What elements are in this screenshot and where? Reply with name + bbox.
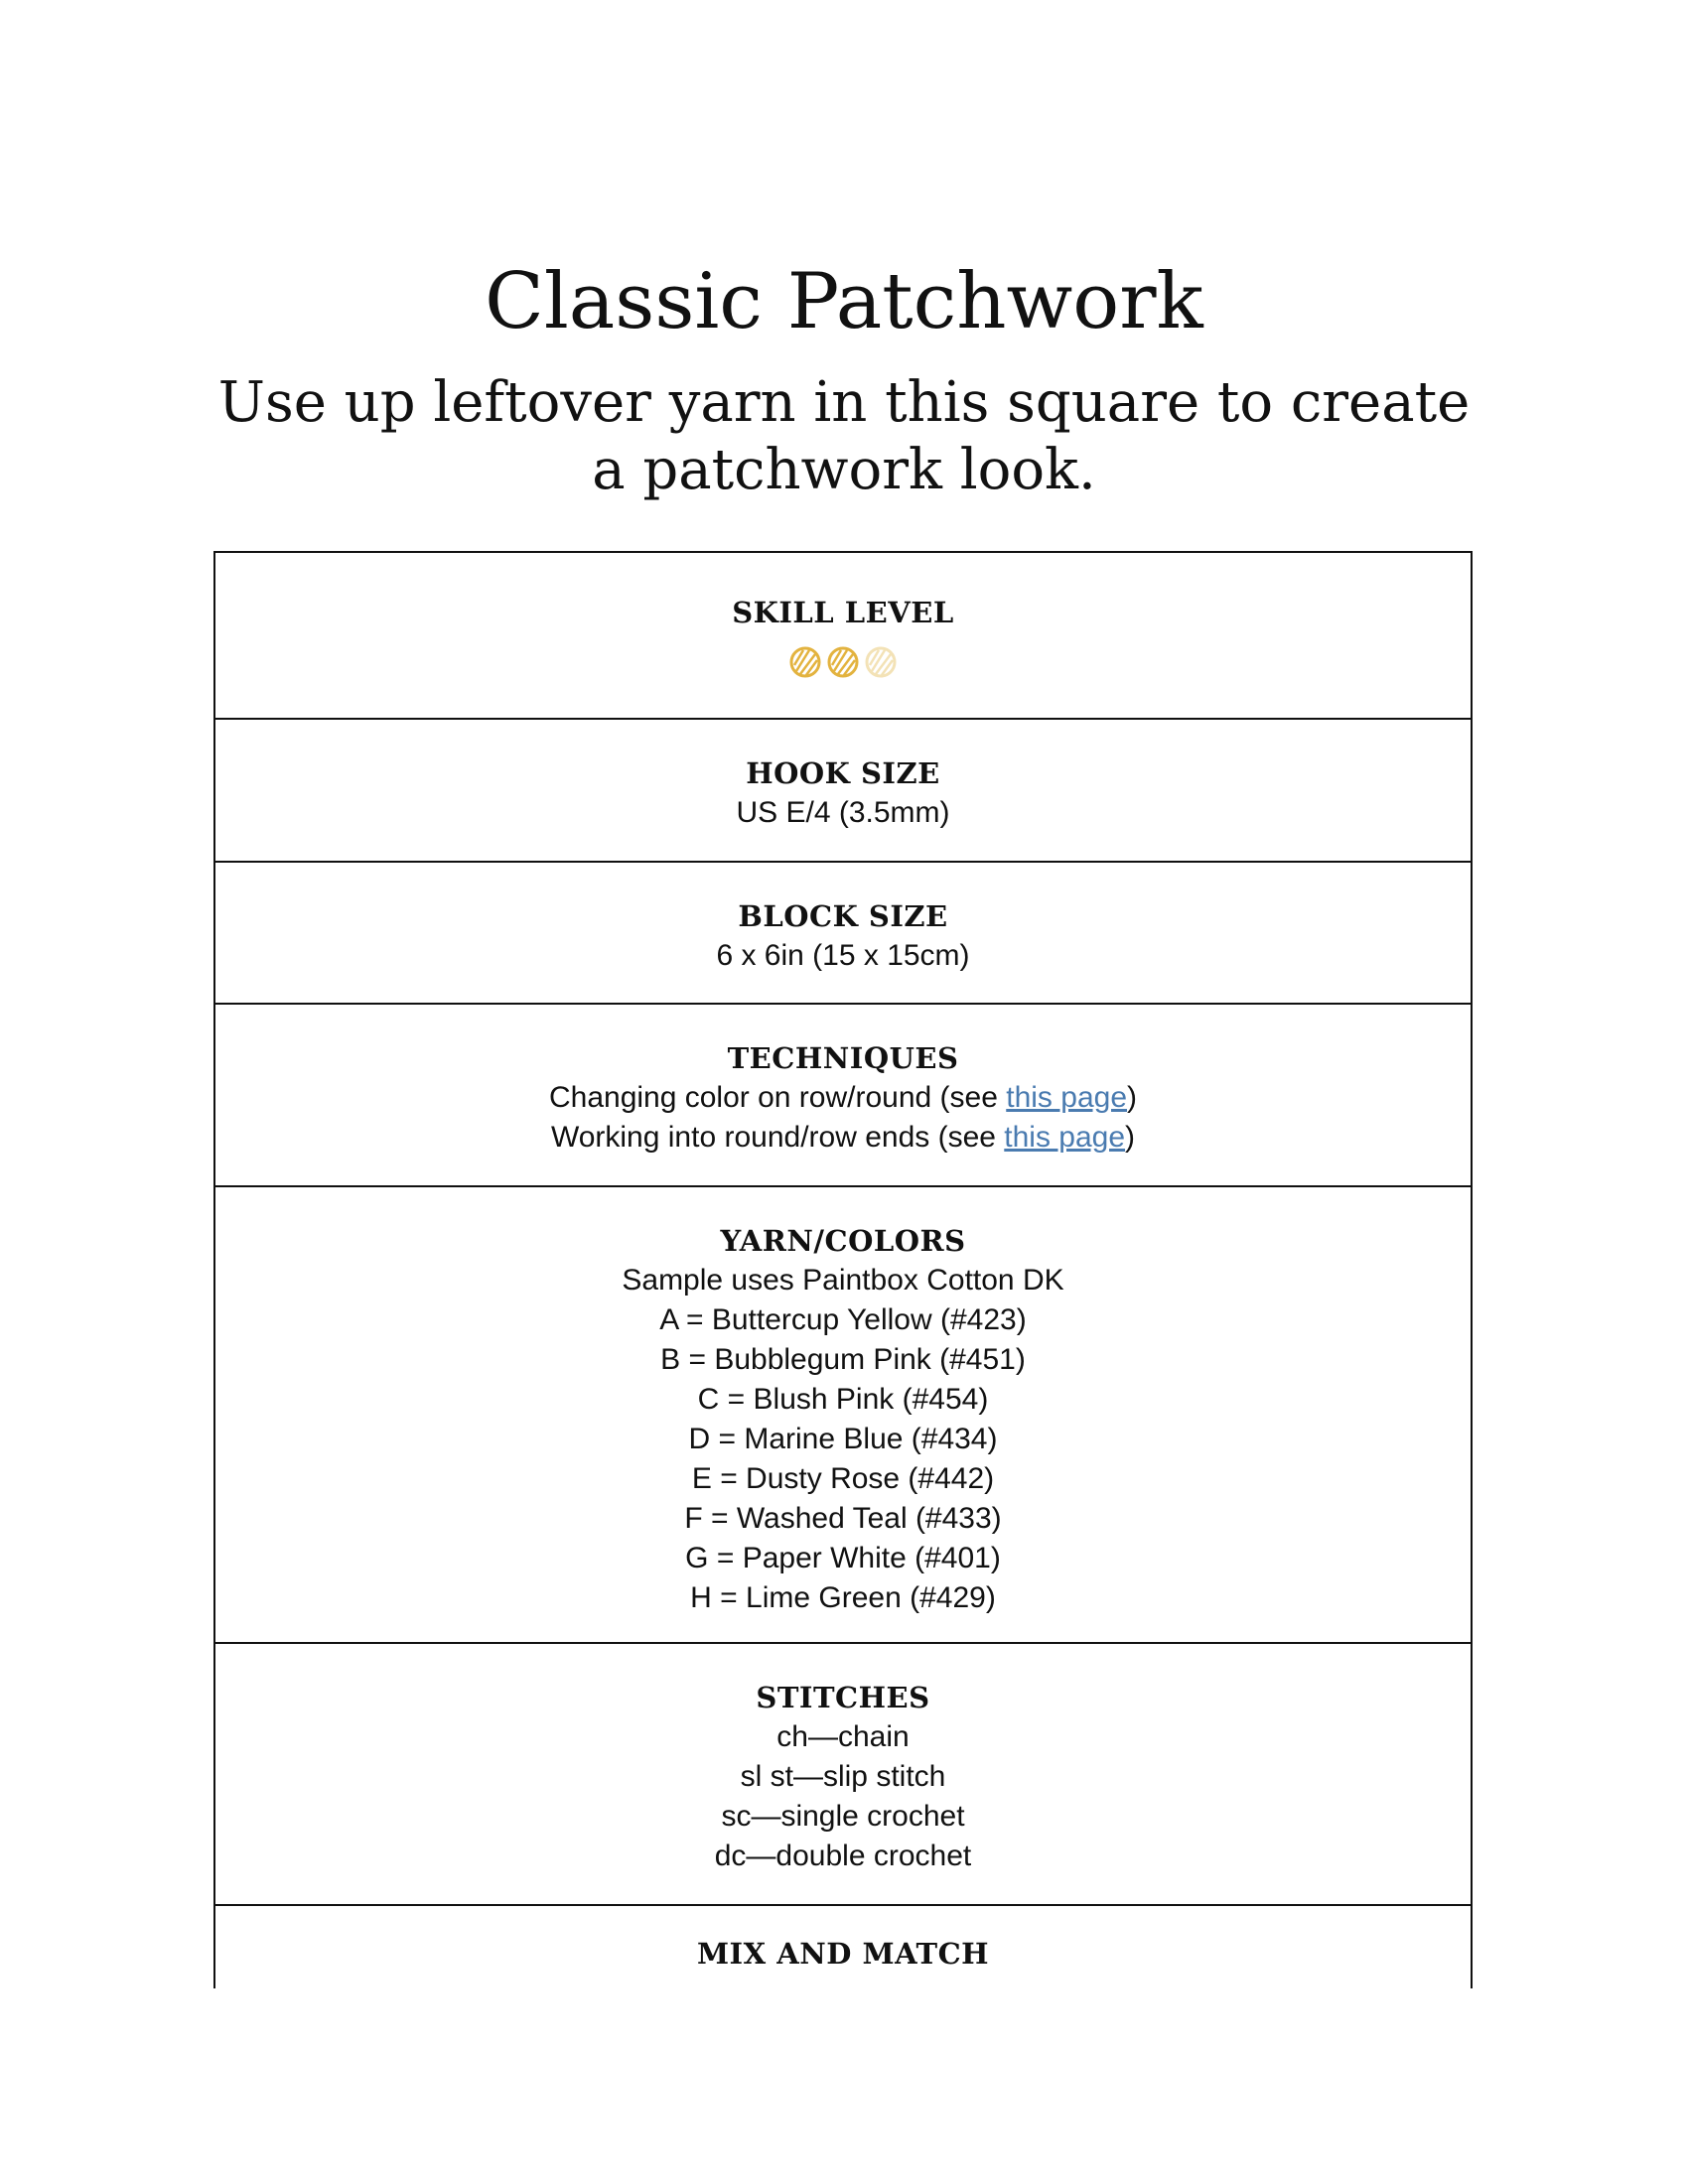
yarn-line: H = Lime Green (#429) [690,1581,996,1614]
techniques-section [215,1005,1471,1187]
skill-level-heading: SKILL LEVEL [732,596,954,629]
page-subtitle: Use up leftover yarn in this square to create a patchwork look. [217,370,1471,502]
yarn-line: D = Marine Blue (#434) [688,1423,998,1455]
technique-text: Working into round/row ends (see [550,1121,1005,1154]
yarn-ball-icon [827,646,859,678]
technique-item [215,1078,1471,1118]
stitch-line: sl st—slip stitch [740,1760,946,1793]
stitch-line: sc—single crochet [721,1800,965,1833]
techniques-heading: TECHNIQUES [727,1041,959,1075]
yarn-line: G = Paper White (#401) [685,1542,1001,1574]
stitches-section [215,1644,1471,1906]
yarn-line: B = Bubblegum Pink (#451) [660,1343,1026,1376]
hook-size-section [215,720,1471,863]
skill-level-section [215,553,1471,720]
yarn-line: A = Buttercup Yellow (#423) [659,1303,1027,1336]
page-title: Classic Patchwork [485,257,1203,346]
yarn-line: Sample uses Paintbox Cotton DK [622,1264,1064,1297]
technique-page-link[interactable]: this page [1004,1121,1126,1154]
yarn-colors-heading: YARN/COLORS [720,1224,966,1258]
yarn-line: E = Dusty Rose (#442) [691,1462,995,1495]
yarn-colors-section [215,1187,1471,1644]
stitch-line: dc—double crochet [714,1840,972,1872]
hook-size-value: US E/4 (3.5mm) [736,796,950,829]
block-size-heading: BLOCK SIZE [738,899,948,933]
mix-and-match-section [215,1906,1471,1988]
stitch-line: ch—chain [776,1720,910,1753]
block-size-section [215,863,1471,1005]
technique-text: Changing color on row/round (see [548,1081,1007,1114]
technique-suffix: ) [1125,1121,1136,1154]
technique-page-link[interactable]: this page [1006,1081,1128,1114]
yarn-line: F = Washed Teal (#433) [684,1502,1002,1535]
skill-level-rating [215,646,1471,678]
yarn-ball-icon [865,646,897,678]
block-size-value: 6 x 6in (15 x 15cm) [716,939,970,972]
hook-size-heading: HOOK SIZE [746,756,940,790]
pattern-info-table [213,551,1473,1988]
stitches-heading: STITCHES [756,1681,930,1714]
yarn-ball-icon [789,646,821,678]
mix-and-match-heading: MIX AND MATCH [696,1937,990,1971]
yarn-line: C = Blush Pink (#454) [697,1383,989,1416]
technique-suffix: ) [1127,1081,1138,1114]
technique-item [215,1118,1471,1158]
